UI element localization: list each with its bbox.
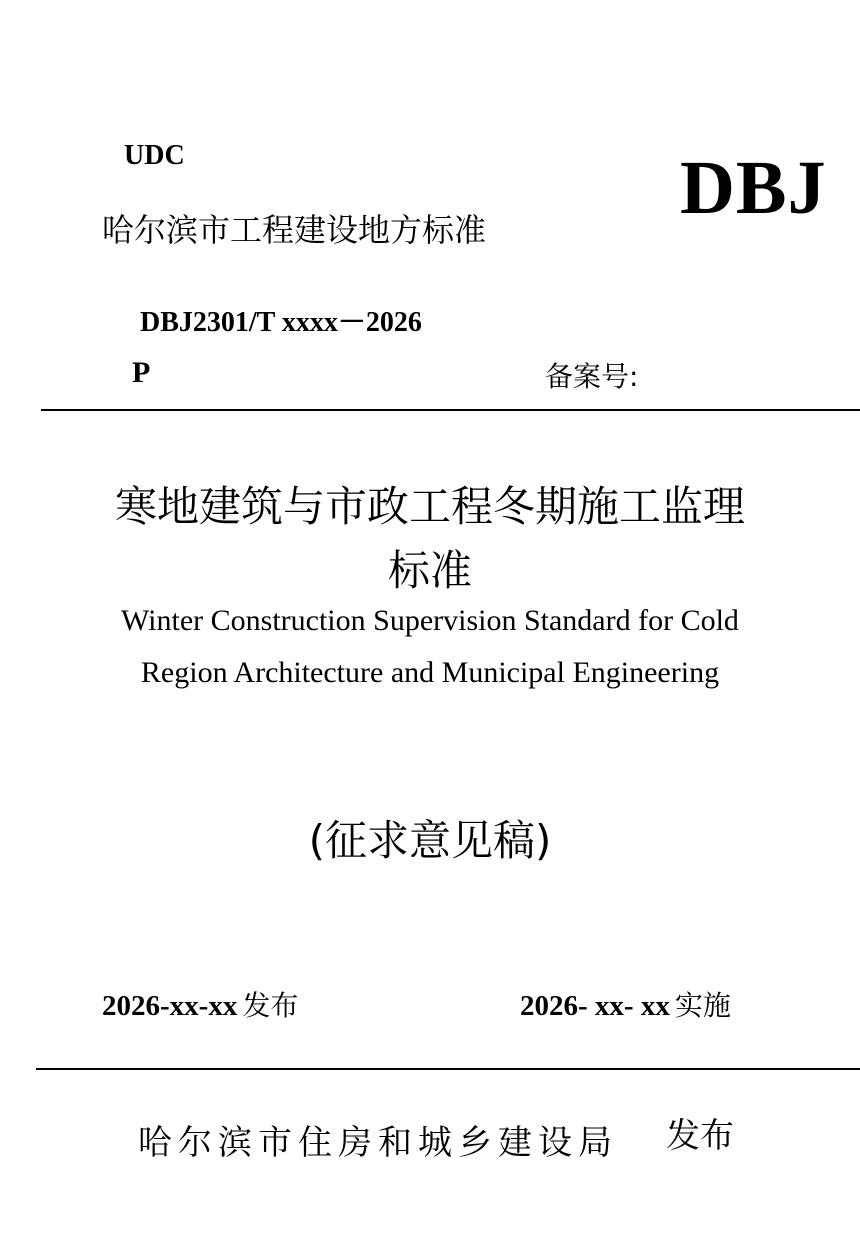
issue-label: 发布 <box>666 1116 734 1156</box>
publish-date: 2026-xx-xx <box>102 990 238 1022</box>
dbj-mark: DBJ <box>680 146 827 230</box>
draft-label: (征求意见稿) <box>308 816 552 865</box>
record-number-label: 备案号: <box>545 360 639 393</box>
bottom-divider <box>36 1068 860 1070</box>
title-en-line2: Region Architecture and Municipal Engineering <box>140 656 720 689</box>
standard-code: DBJ2301/T xxxx－2026 <box>140 307 422 338</box>
issuer-name: 哈尔滨市住房和城乡建设局 <box>138 1123 618 1163</box>
publish-label: 发布 <box>242 989 299 1022</box>
standard-type: 哈尔滨市工程建设地方标准 <box>102 211 487 249</box>
publish-date-block <box>102 984 298 1024</box>
top-divider <box>41 409 860 411</box>
p-label: P <box>132 356 151 389</box>
title-en-line1: Winter Construction Supervision Standard for Cold <box>121 604 739 637</box>
effective-label: 实施 <box>674 989 731 1022</box>
title-cn-line2: 标准 <box>387 546 472 595</box>
effective-date-block <box>520 984 731 1024</box>
title-cn-line1: 寒地建筑与市政工程冬期施工监理 <box>114 482 745 531</box>
effective-date: 2026- xx- xx <box>520 990 670 1022</box>
udc-label: UDC <box>124 140 185 171</box>
